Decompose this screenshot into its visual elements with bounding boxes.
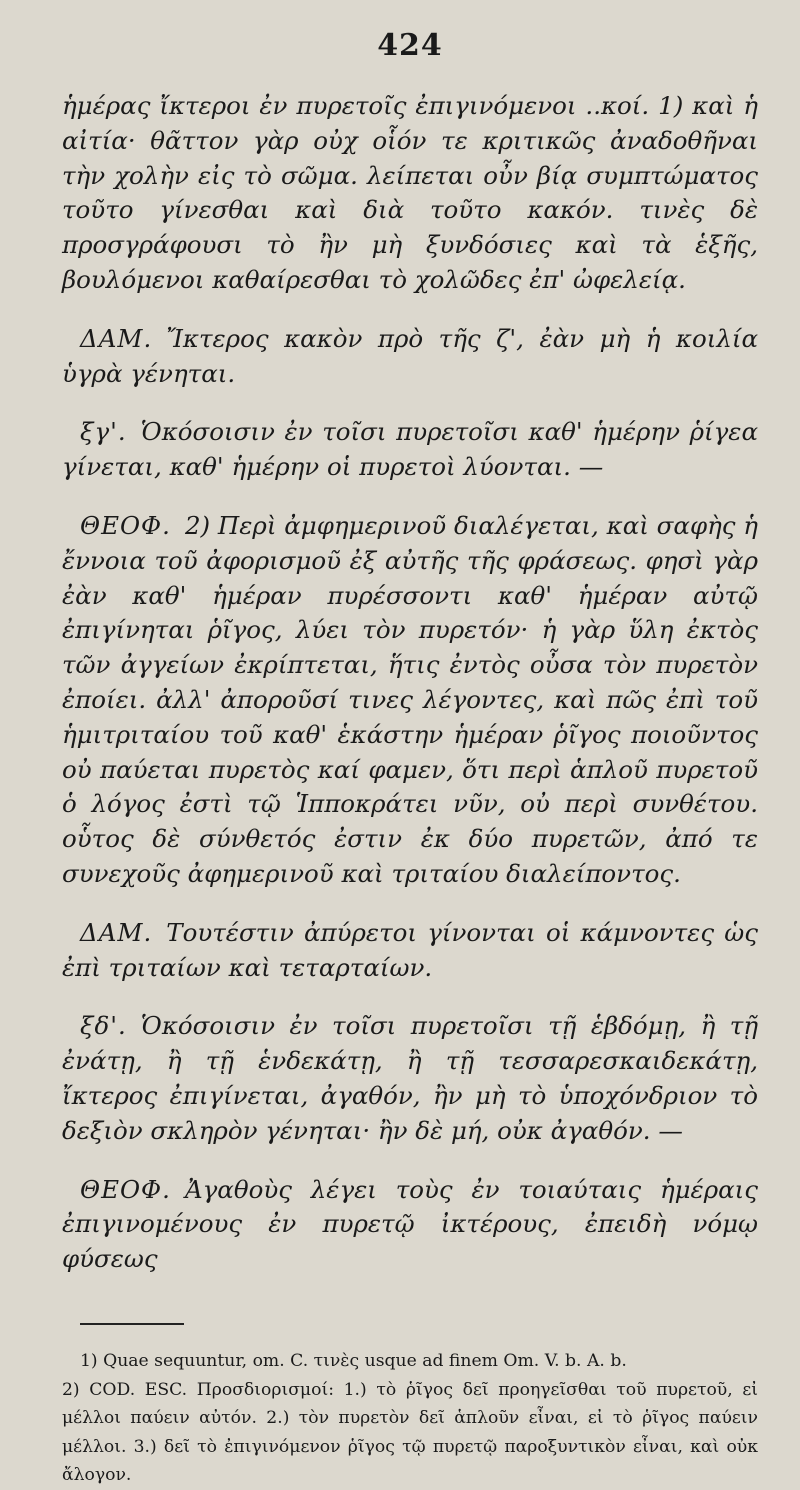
paragraph-text: Ὁκόσοισιν ἐν τοῖσι πυρετοῖσι καθ' ἡμέρην ῥίγεα γίνεται, καθ' ἡμέρην οἱ πυρετοὶ λύονται. — — [62, 417, 758, 482]
paragraph-theophilus — [62, 1173, 758, 1277]
aphorism-64 — [62, 1009, 758, 1148]
speaker-label: ΘΕΟΦ. — [80, 1174, 171, 1204]
speaker-label: ΔΑΜ. — [80, 917, 153, 947]
footnotes — [62, 1347, 758, 1490]
paragraph-text: Ἴκτερος κακὸν πρὸ τῆς ζ', ἐὰν μὴ ἡ κοιλία ὑγρὰ γένηται. — [62, 323, 758, 388]
footnote-2: 2) COD. ESC. Προσδιορισμοί: 1.) τὸ ῥῖγος δεῖ προηγεῖσθαι τοῦ πυρετοῦ, εἰ μέλλοι παύειν αὐτόν. 2.) τὸν πυρετὸν δεῖ ἁπλοῦν εἶναι, εἰ τὸ ῥῖγος παύειν μέλλοι. 3.) δεῖ τὸ ἐπιγινόμενον ῥῖγος τῷ πυρετῷ παροξυντικὸν εἶναι, καὶ οὐκ ἄλογον. — [62, 1379, 758, 1486]
aphorism-number: ξγ'. — [80, 417, 127, 447]
paragraph-theophilus — [62, 509, 758, 892]
paragraph-text: 2) Περὶ ἀμφημερινοῦ διαλέγεται, καὶ σαφὴς ἡ ἔννοια τοῦ ἀφορισμοῦ ἐξ αὐτῆς τῆς φράσεως. φησὶ γὰρ ἐὰν καθ' ἡμέραν πυρέσσοντι καθ' ἡμέραν αὐτῷ ἐπιγίνηται ῥῖγος, λύει τὸν πυρετόν· ἡ γὰρ ὕλη ἐκτὸς τῶν ἀγγείων ἐκρίπτεται, ἥτις ἐντὸς οὖσα τὸν πυρετὸν ἐποίει. ἀλλ' ἀποροῦσί τινες λέγοντες, καὶ πῶς ἐπὶ τοῦ ἡμιτριταίου τοῦ καθ' ἑκάστην ἡμέραν ῥῖγος ποιοῦντος οὐ παύεται πυρετὸς καί φαμεν, ὅτι περὶ ἁπλοῦ πυρετοῦ ὁ λόγος ἐστὶ τῷ Ἱπποκράτει νῦν, οὐ περὶ συνθέτου. οὗτος δὲ σύνθετός ἐστιν ἐκ δύο πυρετῶν, ἀπό τε συνεχοῦς ἀφημερινοῦ καὶ τριταίου διαλείποντος. — [62, 510, 758, 888]
paragraph-text: Ἀγαθοὺς λέγει τοὺς ἐν τοιαύταις ἡμέραις ἐπιγινομένους ἐν πυρετῷ ἰκτέρους, ἐπειδὴ νόμῳ φύσεως — [62, 1174, 758, 1274]
speaker-label: ΔΑΜ. — [80, 323, 153, 353]
paragraph-text: ἡμέρας ἴκτεροι ἐν πυρετοῖς ἐπιγινόμενοι ..κοί. 1) καὶ ἡ αἰτία· θᾶττον γὰρ οὐχ οἷόν τε κριτικῶς ἀναδοθῆναι τὴν χολὴν εἰς τὸ σῶμα. λείπεται οὖν βίᾳ συμπτώματος τοῦτο γίνεσθαι καὶ διὰ τοῦτο κακόν. τινὲς δὲ προσγράφουσι τὸ ἢν μὴ ξυνδόσιες καὶ τὰ ἑξῆς, βουλόμενοι καθαίρεσθαι τὸ χολῶδες ἐπ' ὠφελείᾳ. — [62, 91, 758, 294]
page-number: 424 — [377, 28, 443, 63]
paragraph-continuation — [62, 89, 758, 298]
footnote-divider — [80, 1323, 184, 1325]
aphorism-number: ξδ'. — [80, 1011, 127, 1041]
footnote-1: 1) Quae sequuntur, om. C. τινὲς usque ad finem Om. V. b. A. b. — [80, 1350, 627, 1371]
speaker-label: ΘΕΟΦ. — [80, 510, 171, 540]
paragraph-damascius — [62, 322, 758, 392]
paragraph-text: Ὁκόσοισιν ἐν τοῖσι πυρετοῖσι τῇ ἑβδόμῃ, ἢ τῇ ἐνάτῃ, ἢ τῇ ἑνδεκάτῃ, ἢ τῇ τεσσαρεσκαιδεκάτῃ, ἴκτερος ἐπιγίνεται, ἀγαθόν, ἢν μὴ τὸ ὑποχόνδριον τὸ δεξιὸν σκληρὸν γένηται· ἢν δὲ μή, οὐκ ἀγαθόν. — — [62, 1011, 758, 1145]
paragraph-damascius — [62, 916, 758, 986]
aphorism-63 — [62, 415, 758, 485]
paragraph-text: Τουτέστιν ἀπύρετοι γίνονται οἱ κάμνοντες ὡς ἐπὶ τριταίων καὶ τεταρταίων. — [62, 917, 758, 982]
